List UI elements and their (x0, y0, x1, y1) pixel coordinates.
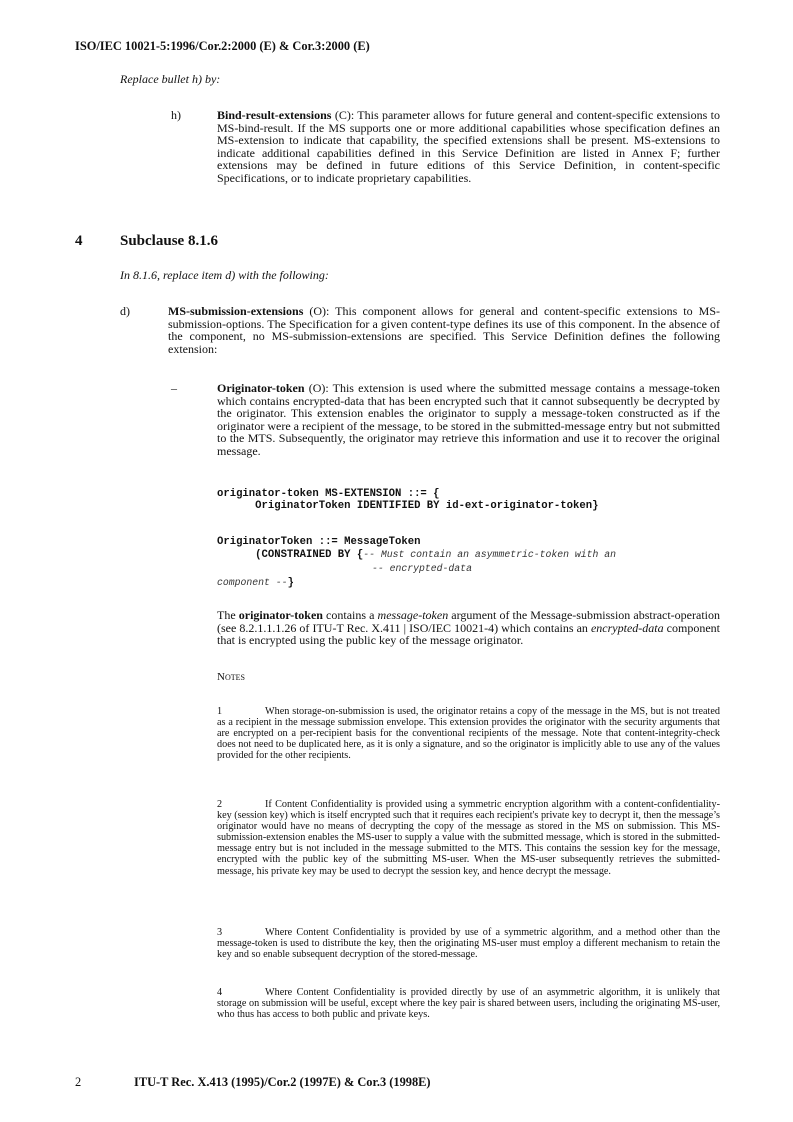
explanation-pre: The (217, 608, 239, 622)
explanation-term-encrypted-data: encrypted-data (590, 620, 664, 635)
code-closing-brace: } (287, 577, 294, 589)
item-d-label: d) (120, 304, 130, 318)
originator-token-text: (O): This extension is used where the submitted message contains a message-token which contains encrypted-data that has been encrypted such that it cannot subsequently be decrypted by the originator. This extension enables the originator to supply a message-token constructed as if the originator were a recipient of the message, to be stored in the submitted-message entry but not submitted to the MTS. Subsequently, the originator may retrieve this information and use it to recover the original message. (217, 381, 720, 458)
note-4 (217, 987, 720, 1020)
originator-token-paragraph (217, 382, 720, 458)
code-line-1: originator-token MS-EXTENSION ::= { (217, 488, 440, 500)
instruction-replace-bullet-h: Replace bullet h) by: (120, 72, 221, 86)
code-line-5 (372, 563, 472, 575)
note-2-number: 2 (217, 799, 223, 810)
explanation-term-originator-token: originator-token (238, 608, 323, 622)
code-line-4-text: (CONSTRAINED BY { (217, 549, 364, 561)
code-comment-3: component -- (217, 577, 288, 588)
note-1 (217, 706, 720, 761)
note-3-text: Where Content Confidentiality is provided by use of a symmetric algorithm, and a method other than the message-token is used to distribute the key, then the originating MS-user must employ a different mechanism to retain the key and so enable subsequent decryption of the stored-message. (217, 927, 720, 961)
section-number: 4 (75, 233, 83, 249)
notes-heading: Notes (217, 671, 245, 683)
section-title: Subclause 8.1.6 (120, 233, 218, 249)
item-d-text: (O): This component allows for general and content-specific extensions to MS-submission-options. The Specification for a given content-type defines its use of this component. In the absence of the component, no MS-submission-extensions are specified. This Service Definition defines the following extension: (168, 304, 720, 356)
item-h-term: Bind-result-extensions (217, 108, 332, 122)
item-d-term: MS-submission-extensions (168, 304, 304, 318)
item-h-label: h) (171, 108, 181, 122)
note-3-number: 3 (217, 927, 223, 938)
item-h-paragraph (217, 109, 720, 185)
note-2-text: If Content Confidentiality is provided using a symmetric encryption algorithm with a content-confidentiality-key (session key) which is itself encrypted such that it requires each recipient's private key to decrypt it, then the message’s originator would have no means of decrypting the copy of the message as stored in the MS on submission. This MS-submission-extension enables the MS-user to supply a value with the submitted message, which is stored in the submitted-message entry but is not included in the message submitted to the MTS. This contains the session key for the message, encrypted with the public key of the submitting MS-user. When the MS-user subsequently retrieves the submitted-message, his private key may be used to decrypt the session key, and hence decrypt the message. (217, 799, 720, 877)
code-line-4 (217, 549, 616, 561)
code-line-2: OriginatorToken IDENTIFIED BY id-ext-originator-token} (217, 500, 599, 512)
page-number: 2 (75, 1075, 82, 1089)
note-1-text: When storage-on-submission is used, the originator retains a copy of the message in the MS, but is not treated as a recipient in the message submission envelope. This extension provides the originator with the security arguments that are encrypted on a per-recipient basis for the conventional recipients of the message. Note that content-integrity-check does not need to be duplicated here, as it is only a signature, and so the originator is implicitly able to use any of the values provided for the other recipients. (217, 706, 720, 762)
code-comment-2: -- encrypted-data (372, 563, 472, 574)
originator-token-term: Originator-token (217, 381, 305, 395)
running-header: ISO/IEC 10021-5:1996/Cor.2:2000 (E) & Cor.3:2000 (E) (75, 39, 370, 53)
explanation-term-message-token: message-token (377, 608, 449, 622)
explanation-paragraph (217, 609, 720, 647)
running-footer: ITU-T Rec. X.413 (1995)/Cor.2 (1997E) & Cor.3 (1998E) (134, 1075, 431, 1089)
note-3 (217, 927, 720, 960)
code-comment-1: -- Must contain an asymmetric-token with an (363, 549, 617, 560)
code-line-3: OriginatorToken ::= MessageToken (217, 536, 421, 548)
code-line-6 (217, 577, 294, 589)
item-h-text: (C): This parameter allows for future general and content-specific extensions to MS-bind-result. If the MS supports one or more additional capabilities whose specification defines an MS-extension to indicate that capability, the specified extensions shall be present. MS-extensions to indicate additional capabilities defined in this Service Definition are listed in Annex F; further extensions may be defined in future editions of this Service Definition, in content-specific Specifications, or to indicate proprietary capabilities. (217, 108, 720, 185)
note-4-number: 4 (217, 987, 223, 998)
note-2 (217, 799, 720, 877)
explanation-mid2: argument of the Message-submission abstract-operation (see 8.2.1.1.1.26 of ITU-T Rec. X.411 | ISO/IEC 10021-4) which contains an (217, 608, 720, 635)
note-4-text: Where Content Confidentiality is provided directly by use of an asymmetric algorithm, it is unlikely that storage on submission will be useful, except where the key pair is shared between users, including the originating MS-user, who thus has access to both public and private keys. (217, 987, 720, 1021)
explanation-mid1: contains a (322, 608, 378, 622)
note-1-number: 1 (217, 706, 223, 717)
explanation-post: component that is encrypted using the public key of the message originator. (217, 620, 720, 648)
dash-item-label: – (171, 381, 177, 395)
instruction-replace-item-d: In 8.1.6, replace item d) with the following: (120, 268, 329, 282)
item-d-paragraph (168, 305, 720, 355)
